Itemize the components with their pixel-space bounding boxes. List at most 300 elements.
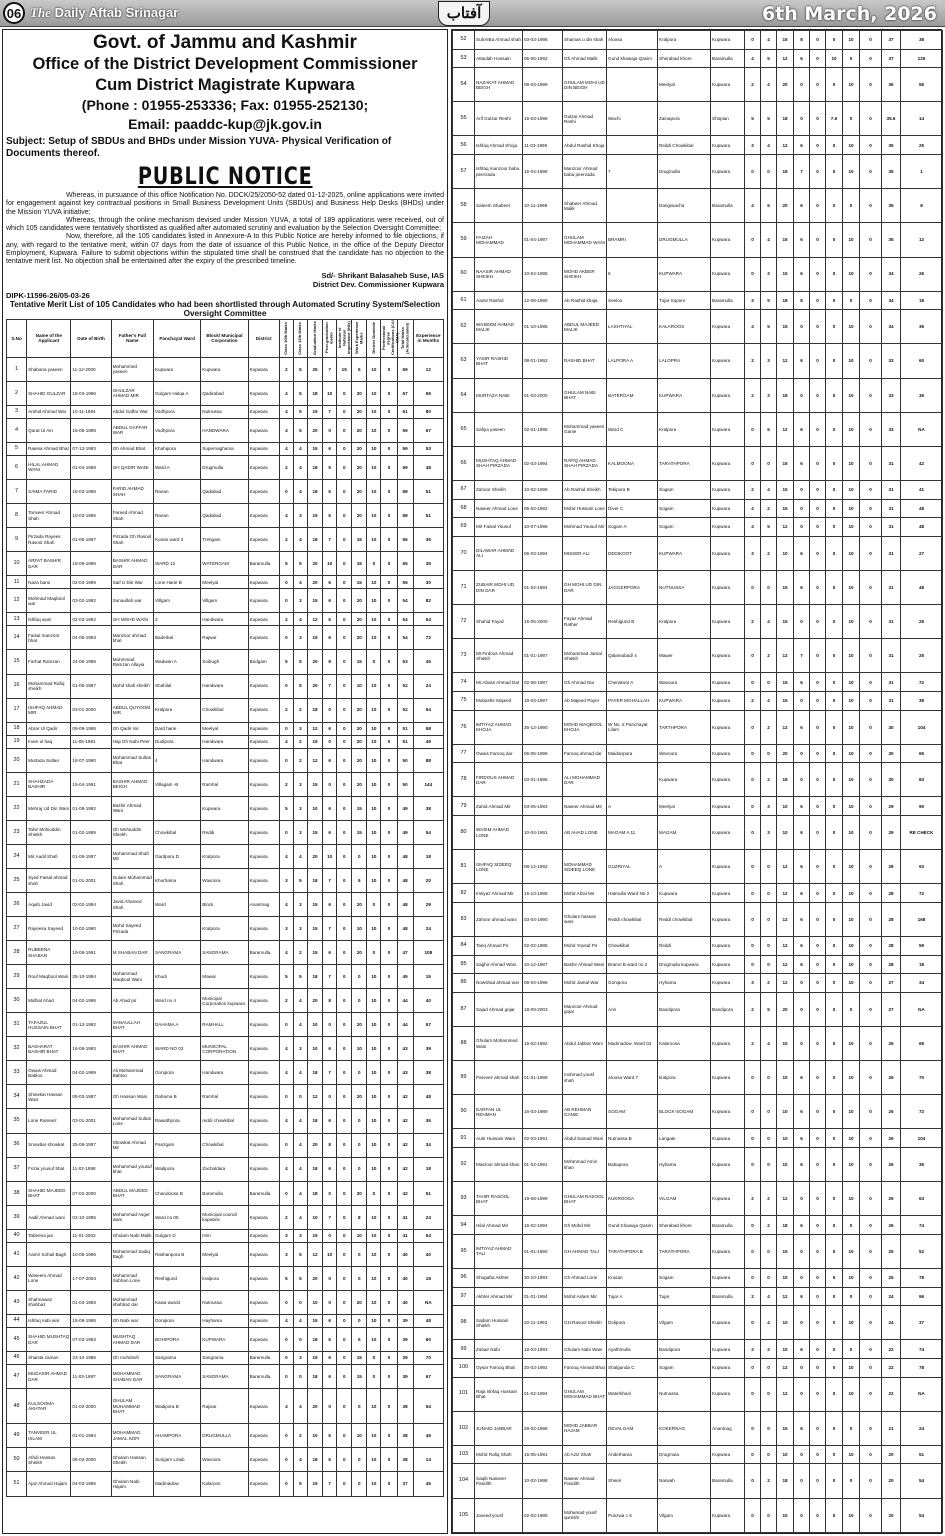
- cell-class10-marks: 4: [279, 405, 293, 418]
- cell-graduation-marks: 12: [777, 937, 794, 956]
- cell-panchayat-ward: Anderhama: [607, 1445, 658, 1464]
- cell-graduation-marks: 12: [777, 1358, 794, 1377]
- cell-dob: 01-05-1997: [71, 528, 111, 552]
- cell-class12-marks: 0: [293, 1327, 307, 1351]
- table-row: [453, 850, 943, 884]
- cell-graduation-marks: 18: [307, 1109, 322, 1133]
- table-row: [453, 446, 943, 480]
- cell-class12-marks: 0: [761, 673, 777, 692]
- cell-district-domicile: 10: [843, 1269, 860, 1288]
- cell-experience-months: 49: [413, 1424, 443, 1448]
- cell-class12-marks: 5: [761, 189, 777, 223]
- cell-experience-months: 74: [901, 1216, 943, 1235]
- cell-block: Vilgam: [658, 1498, 711, 1532]
- cell-dob: 17-07-2003: [71, 1266, 111, 1290]
- cell-district: Kupwara: [248, 1314, 279, 1327]
- cell-professional-marks: 0: [860, 639, 882, 673]
- cell-block: LALOPRA: [658, 344, 711, 378]
- cell-dob: 02-06-1987: [523, 673, 563, 692]
- cell-ini-marks: 0: [810, 639, 826, 673]
- cell-work-experience-marks: 0: [826, 1445, 843, 1464]
- cell-experience-months: 36: [901, 310, 943, 344]
- cell-professional-marks: 0: [381, 418, 397, 442]
- cell-dob: 10-02-1990: [71, 917, 111, 941]
- cell-class12-marks: 4: [293, 1013, 307, 1037]
- cell-work-experience-marks: 20: [352, 722, 367, 735]
- cell-father-name: Gh mohdsofi: [111, 1352, 153, 1365]
- cell-district-domicile: 10: [367, 1314, 381, 1327]
- cell-ini-marks: 0: [810, 68, 826, 102]
- cell-sno: 76: [453, 710, 475, 744]
- cell-professional-marks: 0: [860, 446, 882, 480]
- cell-experience-months: 25: [901, 639, 943, 673]
- notice-title: [6, 162, 444, 190]
- cell-class10-marks: 5: [279, 796, 293, 820]
- cell-experience-months: 90: [901, 797, 943, 816]
- header-label: Professional degree Certifications (CA/ CMA): [381, 320, 400, 356]
- cell-panchayat-ward: Wadipora B: [153, 1389, 200, 1424]
- cell-applicant-name: Owais Ahmad Babloo: [27, 1061, 71, 1085]
- cell-class10-marks: 0: [279, 576, 293, 589]
- cell-applicant-name: Masroor ahmad khan: [475, 1148, 523, 1182]
- cell-block: Chowkibal: [201, 698, 248, 722]
- table-row: [453, 49, 943, 68]
- cell-block: RAMHALL: [201, 1013, 248, 1037]
- cell-class12-marks: 3: [293, 917, 307, 941]
- cell-class12-marks: 0: [761, 446, 777, 480]
- cell-district: Kupwara: [711, 518, 745, 537]
- cell-class10-marks: 0: [745, 1411, 761, 1445]
- cell-block: Drugmulla kupwara: [658, 955, 711, 974]
- cell-experience-months: 54: [413, 613, 443, 626]
- table-row: [7, 1229, 444, 1242]
- cell-ini-marks: 0: [337, 917, 352, 941]
- cell-district-domicile: 0: [367, 893, 381, 917]
- cell-post-graduation-marks: 0: [794, 691, 810, 710]
- cell-ini-marks: 0: [337, 1365, 352, 1389]
- cell-applicant-name: TAHIR RASOOL BHAT: [475, 1182, 523, 1216]
- cell-work-experience-marks: 20: [352, 613, 367, 626]
- cell-total-marks: 40: [397, 1242, 413, 1266]
- cell-class10-marks: 4: [279, 1037, 293, 1061]
- cell-panchayat-ward: Gonipora: [607, 974, 658, 993]
- cell-panchayat-ward: Kupwara: [153, 357, 200, 381]
- cell-district-domicile: 10: [843, 710, 860, 744]
- cell-ini-marks: 0: [337, 442, 352, 455]
- cell-work-experience-marks: 0: [826, 974, 843, 993]
- cell-panchayat-ward: BRAMRI: [607, 223, 658, 257]
- cell-sno: 14: [7, 626, 27, 650]
- cell-class12-marks: 5: [293, 1472, 307, 1496]
- cell-professional-marks: 0: [381, 613, 397, 626]
- cell-father-name: Farooq ahmad dar: [563, 744, 607, 763]
- cell-post-graduation-marks: 0: [323, 1229, 337, 1242]
- cell-ini-marks: 0: [337, 941, 352, 965]
- cell-father-name: GHULZAR AHMAD MIR: [111, 381, 153, 405]
- cell-sno: 82: [453, 884, 475, 903]
- cell-post-graduation-marks: 7: [323, 528, 337, 552]
- cell-class10-marks: 4: [745, 189, 761, 223]
- cell-ini-marks: 0: [337, 844, 352, 868]
- cell-class12-marks: 4: [293, 1061, 307, 1085]
- header-ini-marks: [337, 319, 352, 357]
- cell-experience-months: 60: [901, 344, 943, 378]
- cell-sno: 89: [453, 1061, 475, 1095]
- cell-father-name: Sunaullah war: [111, 589, 153, 613]
- cell-professional-marks: 0: [381, 1242, 397, 1266]
- cell-graduation-marks: 10: [307, 1205, 322, 1229]
- cell-experience-months: 36: [413, 1109, 443, 1133]
- cell-district: Kupwara: [248, 820, 279, 844]
- cell-graduation-marks: 18: [307, 1061, 322, 1085]
- table-row: [7, 1290, 444, 1314]
- cell-ini-marks: 0: [337, 722, 352, 735]
- cell-panchayat-ward: Villagam -B: [153, 772, 200, 796]
- cell-panchayat-ward: 7: [607, 155, 658, 189]
- cell-work-experience-marks: 10: [826, 49, 843, 68]
- cell-ini-marks: 0: [810, 570, 826, 604]
- cell-class12-marks: 4: [761, 605, 777, 639]
- cell-dob: 01-02-1991: [523, 1148, 563, 1182]
- cell-dob: 18-03-1993: [523, 1340, 563, 1359]
- table-row: [7, 442, 444, 455]
- cell-sno: 17: [7, 698, 27, 722]
- cell-district: Kupwara: [248, 1266, 279, 1290]
- cell-district-domicile: 0: [843, 1464, 860, 1498]
- cell-experience-months: 34: [413, 1133, 443, 1157]
- cell-applicant-name: Arif Gulzar Reshi: [475, 102, 523, 136]
- cell-total-marks: 20: [882, 1498, 901, 1532]
- cell-graduation-marks: 12: [307, 722, 322, 735]
- cell-father-name: Manzoor Ahmad baba peerzada: [563, 155, 607, 189]
- cell-applicant-name: MURTAZA NABI: [475, 378, 523, 412]
- cell-father-name: Gh Ahmad Bhat: [111, 442, 153, 455]
- cell-applicant-name: SAIMA FARID: [27, 480, 71, 504]
- cell-block: Soibugh: [201, 650, 248, 674]
- cell-applicant-name: Ishfaq manzoor baba peerzada: [475, 155, 523, 189]
- cell-experience-months: 48: [413, 455, 443, 479]
- cell-district-domicile: 10: [843, 155, 860, 189]
- cell-dob: 01-04-1997: [523, 223, 563, 257]
- cell-total-marks: 44: [397, 1013, 413, 1037]
- cell-total-marks: 38: [397, 1389, 413, 1424]
- cell-sno: 56: [453, 136, 475, 155]
- cell-class12-marks: 4: [293, 528, 307, 552]
- cell-father-name: Naseer Ahmad Mir: [563, 797, 607, 816]
- cell-sno: 26: [7, 893, 27, 917]
- cell-experience-months: NA: [901, 1377, 943, 1411]
- cell-professional-marks: 0: [860, 1340, 882, 1359]
- cell-post-graduation-marks: 6: [323, 1314, 337, 1327]
- cell-panchayat-ward: AHAMPORA: [153, 1424, 200, 1448]
- cell-experience-months: 36: [901, 1148, 943, 1182]
- cell-post-graduation-marks: 6: [323, 722, 337, 735]
- cell-work-experience-marks: 0: [826, 518, 843, 537]
- table-row: [7, 1061, 444, 1085]
- cell-block: SANGRAMA: [201, 941, 248, 965]
- table-row: [7, 1389, 444, 1424]
- cell-sno: 30: [7, 989, 27, 1013]
- cell-block: Reddi chowkibal: [658, 902, 711, 936]
- cell-class10-marks: 4: [279, 941, 293, 965]
- cell-applicant-name: Lone Rameez: [27, 1109, 71, 1133]
- cell-ini-marks: 0: [810, 816, 826, 850]
- cell-ini-marks: 0: [810, 310, 826, 344]
- cell-ini-marks: 0: [810, 955, 826, 974]
- cell-class12-marks: 2: [293, 1424, 307, 1448]
- cell-panchayat-ward: Surigam Lolab: [153, 1448, 200, 1472]
- cell-father-name: Bashir Ahmad Wani: [563, 955, 607, 974]
- cell-district: Kupwara: [248, 1424, 279, 1448]
- cell-district-domicile: 0: [367, 1365, 381, 1389]
- cell-work-experience-marks: 0: [826, 1377, 843, 1411]
- cell-ini-marks: 0: [337, 796, 352, 820]
- cell-work-experience-marks: 5: [352, 1327, 367, 1351]
- cell-sno: 8: [7, 504, 27, 528]
- cell-applicant-name: EARFAN UL REHMAN: [475, 1095, 523, 1129]
- cell-father-name: MOHAMMAD SIDEEQ LONE: [563, 850, 607, 884]
- cell-applicant-name: Saleem Shabeer: [475, 189, 523, 223]
- cell-class10-marks: 4: [279, 893, 293, 917]
- table-row: [453, 1129, 943, 1148]
- cell-total-marks: 58: [397, 504, 413, 528]
- cell-block: Langate: [658, 1129, 711, 1148]
- cell-post-graduation-marks: 0: [794, 763, 810, 797]
- cell-ini-marks: 0: [337, 455, 352, 479]
- cell-block: TARATHPORA: [658, 1234, 711, 1268]
- cell-dob: 02-03-1991: [523, 1129, 563, 1148]
- cell-father-name: Haji Gh Nabi Peer: [111, 735, 153, 748]
- cell-work-experience-marks: 0: [826, 536, 843, 570]
- cell-post-graduation-marks: 7: [323, 1205, 337, 1229]
- cell-father-name: Javid Ahamed Shah: [111, 893, 153, 917]
- cell-sno: 105: [453, 1498, 475, 1532]
- cell-class10-marks: 0: [279, 626, 293, 650]
- cell-dob: 05-03-2000: [71, 1448, 111, 1472]
- cell-graduation-marks: 12: [307, 1085, 322, 1109]
- cell-professional-marks: 0: [860, 102, 882, 136]
- cell-post-graduation-marks: 10: [323, 552, 337, 576]
- cell-professional-marks: 0: [381, 1013, 397, 1037]
- cell-ini-marks: 0: [810, 1148, 826, 1182]
- cell-district: Kupwara: [248, 504, 279, 528]
- cell-professional-marks: 0: [381, 796, 397, 820]
- cell-district-domicile: 10: [367, 965, 381, 989]
- cell-district-domicile: 10: [843, 1306, 860, 1340]
- cell-graduation-marks: 10: [777, 1026, 794, 1060]
- cell-work-experience-marks: 20: [352, 455, 367, 479]
- cell-district-domicile: 10: [367, 381, 381, 405]
- cell-experience-months: 125: [901, 49, 943, 68]
- cell-class10-marks: 3: [745, 291, 761, 310]
- cell-applicant-name: Sajad Ahmad gojar: [475, 992, 523, 1026]
- cell-graduation-marks: 18: [307, 1365, 322, 1389]
- cell-block: Mawar: [201, 965, 248, 989]
- cell-experience-months: 39: [901, 691, 943, 710]
- cell-district: Baramulla: [711, 49, 745, 68]
- cell-block: Kupwara: [201, 357, 248, 381]
- cell-post-graduation-marks: 6: [794, 412, 810, 446]
- table-row: [7, 868, 444, 892]
- cell-ini-marks: 0: [810, 1377, 826, 1411]
- cell-post-graduation-marks: 6: [794, 1340, 810, 1359]
- cell-dob: 23-10-1985: [71, 1352, 111, 1365]
- cell-block: Sherabad khore: [658, 1216, 711, 1235]
- cell-sno: 77: [453, 744, 475, 763]
- cell-work-experience-marks: 0: [826, 797, 843, 816]
- header-label: Name of the Applicant: [35, 332, 62, 344]
- cell-class12-marks: 2: [761, 710, 777, 744]
- cell-dob: 01-04-1988: [71, 455, 111, 479]
- cell-post-graduation-marks: 6: [794, 673, 810, 692]
- cell-father-name: MISSER ALI: [563, 536, 607, 570]
- paragraph-2: Whereas, through the online mechanism devised under Mission YUVA, a total of 189 applications were received, out of which 105 candidates were tentatively shortlisted as qualified after automated scrutiny and evaluation by the Selection Oversight Committee;: [6, 216, 444, 233]
- cell-ini-marks: 0: [337, 1242, 352, 1266]
- cell-graduation-marks: 20: [307, 1266, 322, 1290]
- cell-sno: 103: [453, 1445, 475, 1464]
- cell-work-experience-marks: 20: [352, 589, 367, 613]
- cell-total-marks: 26: [882, 1182, 901, 1216]
- cell-panchayat-ward: Tujar A: [607, 1287, 658, 1306]
- subject: Subject: Setup of SBDUs and BHDs under Mission YUVA- Physical Verification of Documents thereof.: [6, 136, 392, 159]
- cell-experience-months: 38: [413, 1061, 443, 1085]
- cell-post-graduation-marks: 6: [794, 816, 810, 850]
- cell-professional-marks: 0: [860, 1269, 882, 1288]
- cell-professional-marks: 0: [381, 528, 397, 552]
- cell-ini-marks: 0: [810, 378, 826, 412]
- cell-district: Kupwara: [248, 748, 279, 772]
- cell-panchayat-ward: BOHIPORA: [153, 1327, 200, 1351]
- cell-post-graduation-marks: 7: [794, 639, 810, 673]
- cell-professional-marks: 0: [860, 499, 882, 518]
- cell-class10-marks: 2: [279, 698, 293, 722]
- cell-district: Kupwara: [711, 710, 745, 744]
- cell-block: Block: [201, 893, 248, 917]
- cell-professional-marks: 0: [381, 820, 397, 844]
- cell-total-marks: 30: [882, 763, 901, 797]
- cell-district: Kupwara: [248, 1242, 279, 1266]
- cell-work-experience-marks: 0: [826, 1216, 843, 1235]
- cell-panchayat-ward: Ward C: [607, 412, 658, 446]
- cell-class12-marks: 2: [293, 748, 307, 772]
- notice-body: [6, 192, 444, 267]
- cell-experience-months: 88: [413, 748, 443, 772]
- cell-panchayat-ward: Lone Harie B: [153, 576, 200, 589]
- cell-panchayat-ward: Rawathpora: [153, 1109, 200, 1133]
- cell-work-experience-marks: 0: [826, 1358, 843, 1377]
- cell-class10-marks: 3: [279, 917, 293, 941]
- cell-applicant-name: SuhAIBa Ahmad shah: [475, 31, 523, 50]
- cell-class10-marks: 0: [745, 1306, 761, 1340]
- cell-panchayat-ward: SANGRAMA: [153, 1365, 200, 1389]
- cell-total-marks: 26: [882, 1095, 901, 1129]
- cell-district-domicile: 10: [843, 605, 860, 639]
- cell-applicant-name: Midhat Ahad: [27, 989, 71, 1013]
- cell-graduation-marks: 12: [777, 902, 794, 936]
- cell-total-marks: 31: [882, 481, 901, 500]
- cell-sno: 4: [7, 418, 27, 442]
- table-row: [453, 1216, 943, 1235]
- cell-dob: 19-06-1991: [71, 941, 111, 965]
- cell-applicant-name: Pirzada Rayees Rasool Shah: [27, 528, 71, 552]
- cell-district: Kupwara: [248, 674, 279, 698]
- cell-experience-months: 108: [413, 941, 443, 965]
- cell-sno: 7: [7, 480, 27, 504]
- cell-dob: 18-07-1990: [71, 748, 111, 772]
- cell-class10-marks: 2: [279, 357, 293, 381]
- cell-father-name: Mohammad yaseen Ganie: [563, 412, 607, 446]
- cell-class10-marks: 0: [745, 1358, 761, 1377]
- cell-experience-months: 45: [413, 650, 443, 674]
- cell-sno: 12: [7, 589, 27, 613]
- cell-ini-marks: 0: [810, 797, 826, 816]
- cell-district: Kupwara: [711, 155, 745, 189]
- cell-post-graduation-marks: 6: [323, 504, 337, 528]
- table-row: [7, 1037, 444, 1061]
- cell-post-graduation-marks: 0: [794, 102, 810, 136]
- cell-graduation-marks: 15: [777, 1411, 794, 1445]
- cell-professional-marks: 0: [860, 481, 882, 500]
- cell-dob: 02-01-1995: [523, 412, 563, 446]
- cell-district-domicile: 10: [843, 344, 860, 378]
- cell-total-marks: 35.6: [882, 102, 901, 136]
- cell-class10-marks: 2: [745, 1182, 761, 1216]
- cell-post-graduation-marks: 6: [323, 1037, 337, 1061]
- cell-panchayat-ward: Chowkibal: [153, 820, 200, 844]
- cell-professional-marks: 0: [381, 1181, 397, 1205]
- cell-graduation-marks: 15: [307, 941, 322, 965]
- cell-class12-marks: 3: [761, 1340, 777, 1359]
- cell-ini-marks: 0: [337, 381, 352, 405]
- table-row: [453, 937, 943, 956]
- cell-class10-marks: 3: [745, 1340, 761, 1359]
- cell-graduation-marks: 12: [777, 412, 794, 446]
- cell-block: Supernaghama: [201, 442, 248, 455]
- cell-dob: 01-10-1995: [523, 310, 563, 344]
- cell-graduation-marks: 20: [307, 650, 322, 674]
- cell-district-domicile: 10: [367, 504, 381, 528]
- header-label: Father's Full Name: [118, 332, 146, 344]
- cell-class10-marks: 3: [279, 1242, 293, 1266]
- cell-applicant-name: Inam ul haq: [27, 735, 71, 748]
- cell-work-experience-marks: 0: [352, 1448, 367, 1472]
- cell-panchayat-ward: KALMOONA: [607, 446, 658, 480]
- cell-district: Kupwara: [248, 589, 279, 613]
- cell-ini-marks: 0: [810, 1498, 826, 1532]
- cell-dob: 08-01-1992: [523, 344, 563, 378]
- cell-panchayat-ward: Madmadow. Ward 03: [607, 1026, 658, 1060]
- cell-district: Shopian: [711, 102, 745, 136]
- cell-total-marks: 48: [397, 893, 413, 917]
- cell-district-domicile: 10: [367, 1266, 381, 1290]
- cell-class10-marks: 2: [279, 772, 293, 796]
- cell-professional-marks: 0: [860, 797, 882, 816]
- cell-sno: 6: [7, 455, 27, 479]
- cell-sno: 23: [7, 820, 27, 844]
- cell-district-domicile: 10: [843, 1234, 860, 1268]
- cell-experience-months: 72: [901, 1095, 943, 1129]
- cell-class12-marks: 5: [293, 674, 307, 698]
- cell-father-name: AB REHMAN GANIE: [563, 1095, 607, 1129]
- cell-district: Kupwara: [711, 639, 745, 673]
- cell-dob: 18-03-1996: [71, 381, 111, 405]
- cell-panchayat-ward: A: [607, 797, 658, 816]
- cell-block: Meelyal: [201, 1242, 248, 1266]
- header-label: Institute of National Importance (INIs): [337, 321, 352, 355]
- cell-class10-marks: 0: [745, 1129, 761, 1148]
- cell-father-name: M SHABAN DAR: [111, 941, 153, 965]
- cell-graduation-marks: 18: [307, 698, 322, 722]
